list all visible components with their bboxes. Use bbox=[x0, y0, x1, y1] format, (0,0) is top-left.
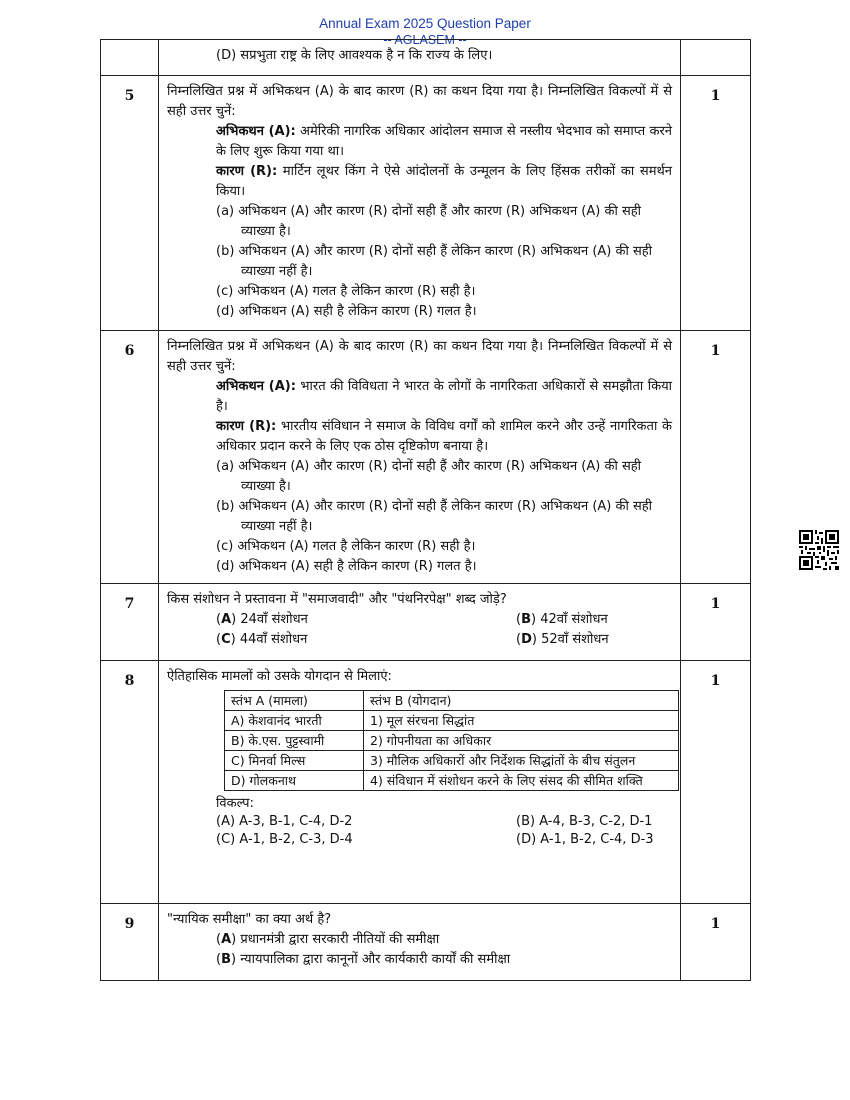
case-cell: D) गोलकनाथ bbox=[225, 771, 364, 791]
match-row bbox=[225, 711, 679, 731]
page-header-watermark: -- AGLASEM -- bbox=[383, 33, 467, 47]
option-c: (C) A-1, B-2, C-3, D-4 bbox=[216, 832, 353, 847]
question-content bbox=[159, 661, 681, 904]
page-header-title: Annual Exam 2025 Question Paper bbox=[319, 16, 531, 31]
marks-cell bbox=[681, 40, 751, 76]
question-row-6 bbox=[101, 331, 751, 584]
option-b: (B) A-4, B-3, C-2, D-1 bbox=[516, 814, 653, 829]
option-b: (b) अभिकथन (A) और कारण (R) दोनों सही हैं लेकिन कारण (R) अभिकथन (A) की सही व्याख्या नहीं है। bbox=[216, 244, 653, 279]
column-a-header: स्तंभ A (मामला) bbox=[225, 691, 364, 711]
option-c: (C) 44वाँ संशोधन bbox=[216, 632, 308, 647]
question-number: 7 bbox=[101, 584, 159, 661]
question-content bbox=[159, 904, 681, 981]
match-row bbox=[225, 731, 679, 751]
option-a: (a) अभिकथन (A) और कारण (R) दोनों सही हैं और कारण (R) अभिकथन (A) की सही व्याख्या है। bbox=[216, 459, 641, 494]
option-a: (A) प्रधानमंत्री द्वारा सरकारी नीतियों की समीक्षा bbox=[216, 932, 440, 947]
option-d: (D) 52वाँ संशोधन bbox=[516, 632, 609, 647]
option-d: (d) अभिकथन (A) सही है लेकिन कारण (R) गलत है। bbox=[216, 559, 477, 574]
question-intro: निम्नलिखित प्रश्न में अभिकथन (A) के बाद कारण (R) का कथन दिया गया है। निम्नलिखित विकल्पों में से सही उत्तर चुनें: bbox=[167, 84, 672, 119]
contribution-cell: 4) संविधान में संशोधन करने के लिए संसद की सीमित शक्ति bbox=[364, 771, 679, 791]
question-intro: निम्नलिखित प्रश्न में अभिकथन (A) के बाद कारण (R) का कथन दिया गया है। निम्नलिखित विकल्पों में से सही उत्तर चुनें: bbox=[167, 339, 672, 374]
option-c: (c) अभिकथन (A) गलत है लेकिन कारण (R) सही है। bbox=[216, 284, 476, 299]
question-text: ऐतिहासिक मामलों को उसके योगदान से मिलाएं: bbox=[167, 669, 392, 684]
question-row-7 bbox=[101, 584, 751, 661]
match-row bbox=[225, 771, 679, 791]
question-row-4-tail bbox=[101, 40, 751, 76]
option-d: (D) A-1, B-2, C-4, D-3 bbox=[516, 832, 654, 847]
question-4-option-d: (D) सप्रभुता राष्ट्र के लिए आवश्यक है न कि राज्य के लिए। bbox=[216, 48, 493, 63]
option-c: (c) अभिकथन (A) गलत है लेकिन कारण (R) सही है। bbox=[216, 539, 476, 554]
question-content bbox=[159, 331, 681, 584]
column-b-header: स्तंभ B (योगदान) bbox=[364, 691, 679, 711]
case-cell: A) केशवानंद भारती bbox=[225, 711, 364, 731]
option-a: (A) 24वाँ संशोधन bbox=[216, 612, 308, 627]
assertion: अभिकथन (A): अमेरिकी नागरिक अधिकार आंदोलन समाज से नस्लीय भेदभाव को समाप्त करने के लिए शुरू किया गया था। bbox=[216, 124, 672, 159]
question-row-8 bbox=[101, 661, 751, 904]
contribution-cell: 1) मूल संरचना सिद्धांत bbox=[364, 711, 679, 731]
match-table bbox=[224, 690, 679, 791]
option-a: (a) अभिकथन (A) और कारण (R) दोनों सही हैं और कारण (R) अभिकथन (A) की सही व्याख्या है। bbox=[216, 204, 641, 239]
question-content bbox=[159, 584, 681, 661]
question-text: किस संशोधन ने प्रस्तावना में "समाजवादी" और "पंथनिरपेक्ष" शब्द जोड़े? bbox=[167, 592, 507, 607]
question-number: 9 bbox=[101, 904, 159, 981]
qr-code bbox=[799, 530, 839, 570]
question-row-9 bbox=[101, 904, 751, 981]
reason: कारण (R): मार्टिन लूथर किंग ने ऐसे आंदोलनों के उन्मूलन के लिए हिंसक तरीकों का समर्थन किया। bbox=[216, 164, 673, 199]
case-cell: B) के.एस. पुट्टस्वामी bbox=[225, 731, 364, 751]
marks: 1 bbox=[681, 76, 751, 331]
marks: 1 bbox=[681, 661, 751, 904]
question-number: 6 bbox=[101, 331, 159, 584]
option-a: (A) A-3, B-1, C-4, D-2 bbox=[216, 814, 353, 829]
option-b: (B) न्यायपालिका द्वारा कानूनों और कार्यकारी कार्यों की समीक्षा bbox=[216, 952, 511, 967]
contribution-cell: 3) मौलिक अधिकारों और निर्देशक सिद्धांतों के बीच संतुलन bbox=[364, 751, 679, 771]
case-cell: C) मिनर्वा मिल्स bbox=[225, 751, 364, 771]
option-d: (d) अभिकथन (A) सही है लेकिन कारण (R) गलत है। bbox=[216, 304, 477, 319]
question-number: 5 bbox=[101, 76, 159, 331]
question-row-5 bbox=[101, 76, 751, 331]
contribution-cell: 2) गोपनीयता का अधिकार bbox=[364, 731, 679, 751]
reason: कारण (R): भारतीय संविधान ने समाज के विविध वर्गों को शामिल करने और उन्हें नागरिकता के अधिकार प्रदान करने के लिए एक ठोस दृष्टिकोण बनाया है। bbox=[216, 419, 673, 454]
question-number-cell bbox=[101, 40, 159, 76]
question-table bbox=[100, 39, 751, 981]
assertion: अभिकथन (A): भारत की विविधता ने भारत के लोगों के नागरिकता अधिकारों से समझौता किया है। bbox=[216, 379, 672, 414]
question-text: "न्यायिक समीक्षा" का क्या अर्थ है? bbox=[167, 912, 332, 927]
marks: 1 bbox=[681, 331, 751, 584]
marks: 1 bbox=[681, 904, 751, 981]
match-table-header bbox=[225, 691, 679, 711]
option-b: (b) अभिकथन (A) और कारण (R) दोनों सही हैं लेकिन कारण (R) अभिकथन (A) की सही व्याख्या नहीं है। bbox=[216, 499, 653, 534]
question-content bbox=[159, 40, 681, 76]
question-number: 8 bbox=[101, 661, 159, 904]
match-row bbox=[225, 751, 679, 771]
question-content bbox=[159, 76, 681, 331]
option-b: (B) 42वाँ संशोधन bbox=[516, 612, 608, 627]
options-label: विकल्प: bbox=[216, 796, 254, 811]
marks: 1 bbox=[681, 584, 751, 661]
